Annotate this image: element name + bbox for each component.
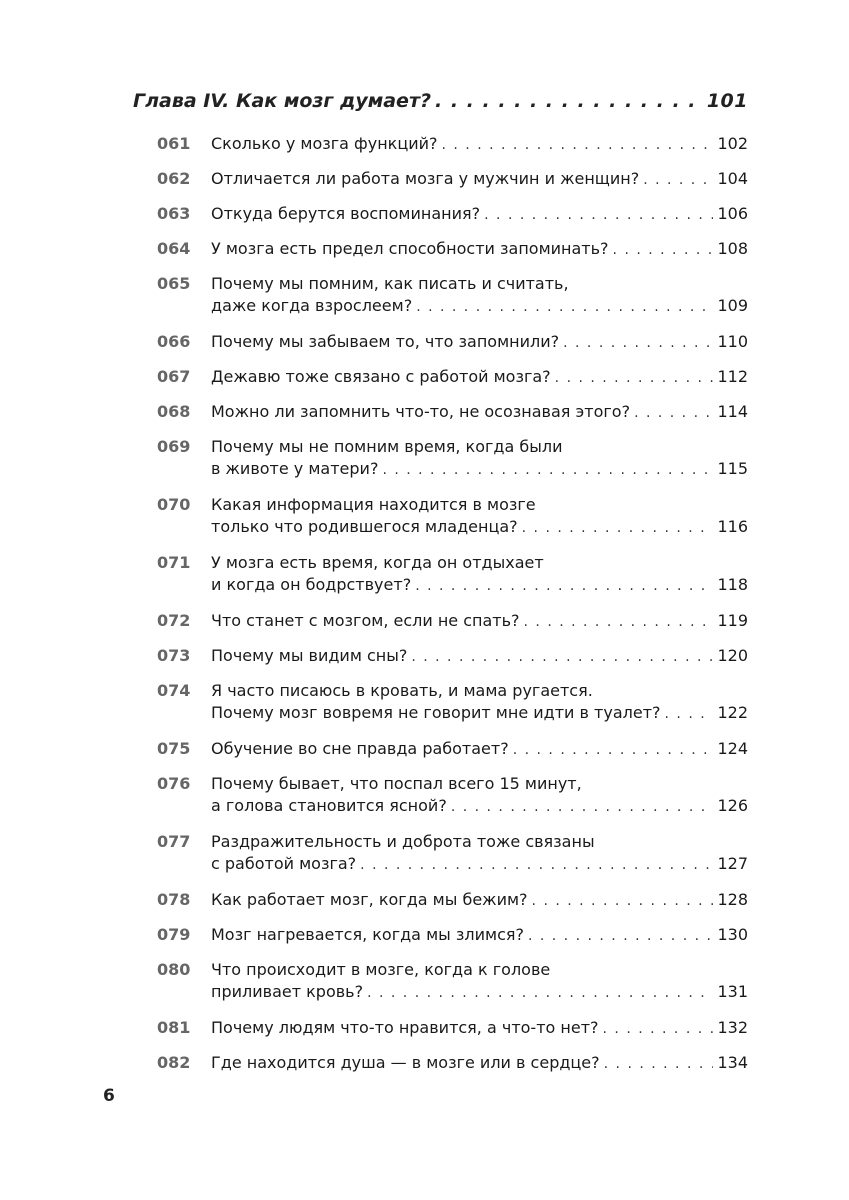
toc-entry-number: 070 [157, 495, 191, 514]
toc-entry-title: Обучение во сне правда работает? [211, 739, 509, 758]
toc-entry [157, 1017, 748, 1040]
toc-entry-line [211, 273, 748, 295]
toc-entry-page: 114 [717, 402, 748, 421]
toc-entry-page: 124 [717, 739, 748, 758]
toc-leader-dots [665, 703, 714, 725]
toc-entry [157, 889, 748, 912]
toc-entry-line [211, 680, 748, 702]
toc-entry-line [211, 516, 748, 539]
toc-entry-page: 108 [717, 239, 748, 258]
toc-entry-number: 064 [157, 239, 191, 258]
toc-entry-number: 081 [157, 1018, 191, 1037]
toc-leader-dots [603, 1018, 714, 1040]
toc-entry-title: приливает кровь? [211, 982, 364, 1001]
toc-leader-dots [613, 239, 714, 261]
toc-entry-number: 078 [157, 890, 191, 909]
toc-entry-line [211, 168, 748, 191]
toc-entry-title: Что происходит в мозге, когда к голове [211, 960, 551, 979]
chapter-leader-dots [435, 90, 703, 112]
toc-leader-dots [415, 575, 713, 597]
toc-entry-line [211, 610, 748, 633]
toc-entry-number: 067 [157, 367, 191, 386]
toc-entry [157, 273, 748, 318]
toc-entry-line [211, 773, 748, 795]
toc-entry-line [211, 831, 748, 853]
toc-leader-dots [442, 134, 714, 156]
toc-entry-title: Почему мы видим сны? [211, 646, 408, 665]
toc-entry-title: с работой мозга? [211, 854, 357, 873]
toc-entry-title: Раздражительность и доброта тоже связаны [211, 832, 595, 851]
toc-entry [157, 238, 748, 261]
toc-leader-dots [563, 332, 713, 354]
toc-entry [157, 436, 748, 481]
toc-leader-dots [528, 925, 713, 947]
toc-entry-title: Почему бывает, что поспал всего 15 минут, [211, 774, 582, 793]
toc-entry-page: 106 [717, 204, 748, 223]
toc-entry-number: 062 [157, 169, 191, 188]
toc-entry-number: 077 [157, 832, 191, 851]
toc-entry-line [211, 853, 748, 876]
toc-entry-page: 119 [717, 611, 748, 630]
toc-entry-page: 127 [717, 854, 748, 873]
toc-entry-line [211, 458, 748, 481]
toc-entry-page: 131 [717, 982, 748, 1001]
toc-entry-line [211, 795, 748, 818]
toc-entry-title: У мозга есть предел способности запоминать? [211, 239, 609, 258]
toc-entry-title: Как работает мозг, когда мы бежим? [211, 890, 528, 909]
toc-entry-title: Можно ли запомнить что-то, не осознавая этого? [211, 402, 631, 421]
table-of-contents [157, 133, 748, 1087]
toc-entry-line [211, 924, 748, 947]
toc-entry-title: У мозга есть время, когда он отдыхает [211, 553, 544, 572]
toc-entry-title: Почему мы не помним время, когда были [211, 437, 563, 456]
chapter-page-number: 101 [706, 90, 748, 112]
toc-leader-dots [524, 611, 714, 633]
toc-entry-page: 118 [717, 575, 748, 594]
toc-entry-number: 069 [157, 437, 191, 456]
toc-entry-number: 079 [157, 925, 191, 944]
toc-entry [157, 831, 748, 876]
toc-entry-line [211, 436, 748, 458]
toc-entry-title: Какая информация находится в мозге [211, 495, 536, 514]
toc-entry-title: и когда он бодрствует? [211, 575, 412, 594]
toc-entry-page: 115 [717, 459, 748, 478]
toc-entry-number: 073 [157, 646, 191, 665]
toc-entry [157, 680, 748, 725]
toc-entry-number: 082 [157, 1053, 191, 1072]
toc-entry-number: 066 [157, 332, 191, 351]
toc-entry-line [211, 295, 748, 318]
toc-entry-title: даже когда взрослеем? [211, 296, 413, 315]
toc-entry [157, 401, 748, 424]
toc-entry [157, 959, 748, 1004]
toc-entry-title: Сколько у мозга функций? [211, 134, 438, 153]
toc-leader-dots [634, 402, 713, 424]
toc-leader-dots [451, 796, 714, 818]
chapter-heading [133, 90, 748, 120]
toc-entry-page: 104 [717, 169, 748, 188]
toc-entry-title: Дежавю тоже связано с работой мозга? [211, 367, 551, 386]
toc-entry-line [211, 645, 748, 668]
toc-entry-line [211, 494, 748, 516]
page-folio: 6 [103, 1086, 115, 1106]
toc-entry-title: Что станет с мозгом, если не спать? [211, 611, 520, 630]
toc-entry-line [211, 574, 748, 597]
toc-entry-page: 122 [717, 703, 748, 722]
toc-entry-number: 063 [157, 204, 191, 223]
toc-entry [157, 494, 748, 539]
toc-leader-dots [382, 459, 713, 481]
toc-entry-page: 132 [717, 1018, 748, 1037]
toc-entry-title: только что родившегося младенца? [211, 517, 518, 536]
toc-entry [157, 610, 748, 633]
toc-entry-line [211, 133, 748, 156]
toc-entry [157, 645, 748, 668]
toc-leader-dots [411, 646, 713, 668]
chapter-title: Глава IV. Как мозг думает? [133, 90, 431, 112]
toc-entry-title: а голова становится ясной? [211, 796, 447, 815]
toc-entry-number: 080 [157, 960, 191, 979]
toc-entry-title: Почему людям что-то нравится, а что-то нет? [211, 1018, 599, 1037]
toc-entry-line [211, 1052, 748, 1075]
toc-entry-number: 061 [157, 134, 191, 153]
toc-leader-dots [643, 169, 713, 191]
toc-entry-title: Почему мы забываем то, что запомнили? [211, 332, 560, 351]
toc-entry-title: Где находится душа — в мозге или в сердце? [211, 1053, 600, 1072]
toc-entry [157, 738, 748, 761]
toc-entry-line [211, 552, 748, 574]
toc-entry-title: Почему мы помним, как писать и считать, [211, 274, 569, 293]
toc-entry-line [211, 702, 748, 725]
toc-entry-line [211, 959, 748, 981]
toc-entry-title: Отличается ли работа мозга у мужчин и женщин? [211, 169, 640, 188]
toc-entry-page: 102 [717, 134, 748, 153]
toc-entry-title: Откуда берутся воспоминания? [211, 204, 481, 223]
toc-leader-dots [360, 854, 713, 876]
toc-leader-dots [484, 204, 713, 226]
toc-leader-dots [604, 1053, 714, 1075]
toc-entry-line [211, 331, 748, 354]
toc-entry-page: 128 [717, 890, 748, 909]
toc-entry [157, 924, 748, 947]
toc-leader-dots [367, 982, 713, 1004]
toc-entry-page: 130 [717, 925, 748, 944]
toc-entry-number: 075 [157, 739, 191, 758]
toc-entry-number: 074 [157, 681, 191, 700]
toc-entry [157, 168, 748, 191]
toc-entry-page: 134 [717, 1053, 748, 1072]
toc-entry-page: 109 [717, 296, 748, 315]
toc-entry [157, 773, 748, 818]
toc-entry-title: Почему мозг вовремя не говорит мне идти в туалет? [211, 703, 661, 722]
toc-leader-dots [532, 890, 714, 912]
toc-entry [157, 366, 748, 389]
toc-entry-line [211, 366, 748, 389]
toc-entry-page: 110 [717, 332, 748, 351]
toc-entry-page: 126 [717, 796, 748, 815]
toc-entry-line [211, 238, 748, 261]
toc-leader-dots [555, 367, 714, 389]
toc-entry-line [211, 889, 748, 912]
toc-entry-title: Мозг нагревается, когда мы злимся? [211, 925, 524, 944]
toc-entry-number: 068 [157, 402, 191, 421]
toc-entry-number: 071 [157, 553, 191, 572]
toc-leader-dots [522, 517, 714, 539]
toc-entry-line [211, 203, 748, 226]
toc-entry [157, 203, 748, 226]
toc-entry-title: в животе у матери? [211, 459, 379, 478]
toc-entry-number: 072 [157, 611, 191, 630]
toc-entry [157, 331, 748, 354]
toc-leader-dots [513, 739, 714, 761]
toc-entry-line [211, 1017, 748, 1040]
toc-entry [157, 1052, 748, 1075]
toc-entry [157, 552, 748, 597]
toc-entry-title: Я часто писаюсь в кровать, и мама ругается. [211, 681, 593, 700]
toc-entry-page: 120 [717, 646, 748, 665]
toc-entry-line [211, 401, 748, 424]
toc-entry-line [211, 981, 748, 1004]
toc-entry-page: 116 [717, 517, 748, 536]
toc-leader-dots [416, 296, 713, 318]
toc-entry-number: 076 [157, 774, 191, 793]
toc-entry-line [211, 738, 748, 761]
toc-entry-number: 065 [157, 274, 191, 293]
toc-entry-page: 112 [717, 367, 748, 386]
toc-entry [157, 133, 748, 156]
